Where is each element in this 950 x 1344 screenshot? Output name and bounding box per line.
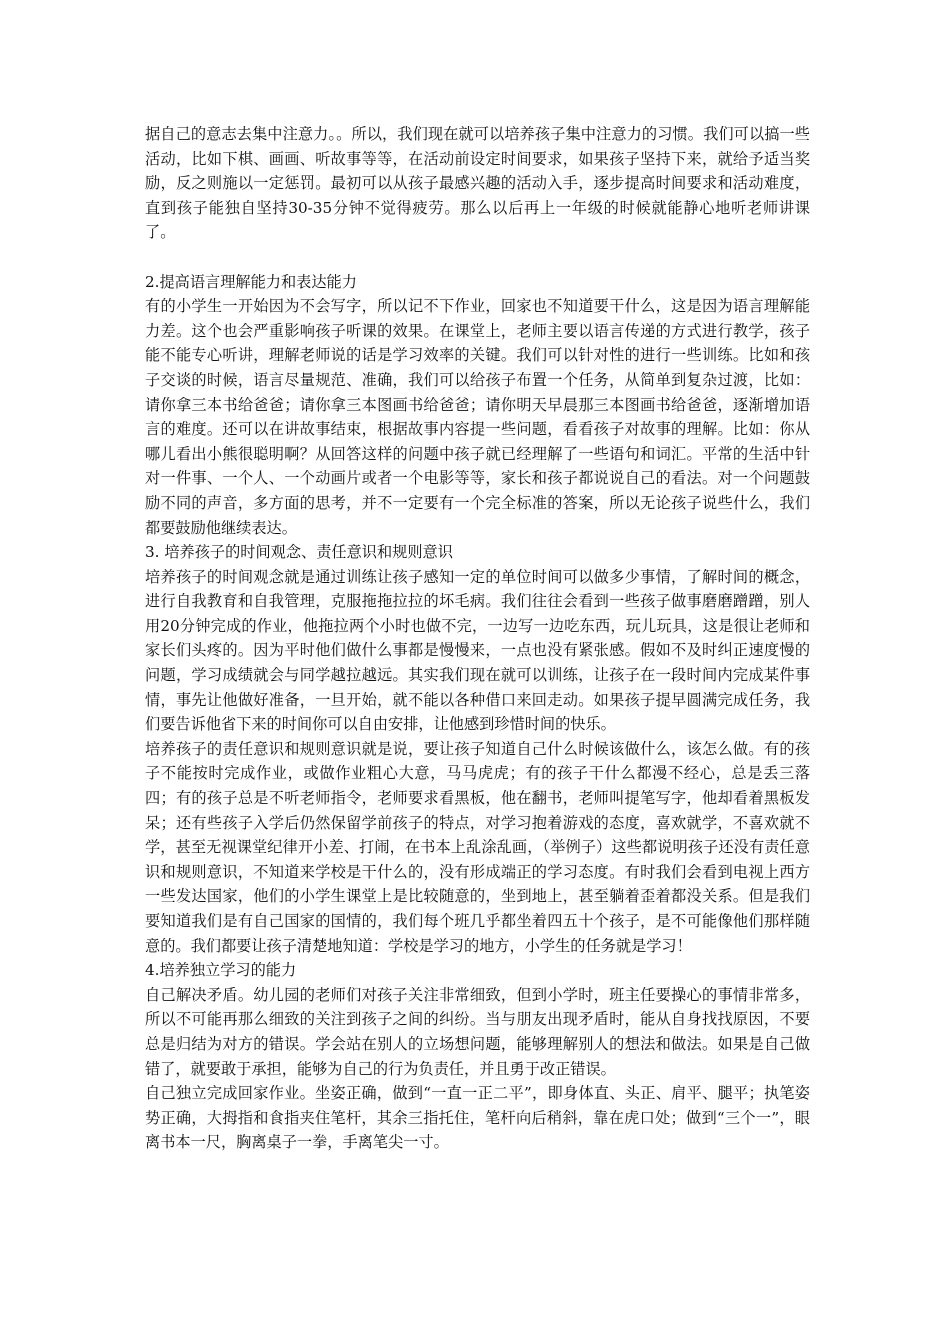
section-4-paragraph-homework: 自己独立完成回家作业。坐姿正确，做到“一直一正二平”，即身体直、头正、肩平、腿平；执笔姿势正确，大拇指和食指夹住笔杆，其余三指托住，笔杆向后稍斜，靠在虎口处；做到“三个一”，眼离书本一尺，胸离桌子一拳，手离笔尖一寸。 [145,1084,810,1152]
paragraph-spacer [145,245,810,270]
document-page [145,122,810,1155]
intro-paragraph: 据自己的意志去集中注意力。。所以，我们现在就可以培养孩子集中注意力的习惯。我们可以搞一些活动，比如下棋、画画、听故事等等，在活动前设定时间要求，如果孩子坚持下来，就给予适当奖励，反之则施以一定惩罚。最初可以从孩子最感兴趣的活动入手，逐步提高时间要求和活动难度，直到孩子能独自坚持30-35分钟不觉得疲劳。那么以后再上一年级的时候就能静心地听老师讲课了。 [145,125,810,242]
section-4-heading: 4.培养独立学习的能力 [145,961,297,980]
section-2-paragraph: 有的小学生一开始因为不会写字，所以记不下作业，回家也不知道要干什么，这是因为语言理解能力差。这个也会严重影响孩子听课的效果。在课堂上，老师主要以语言传递的方式进行教学，孩子能不能专心听讲，理解老师说的话是学习效率的关键。我们可以针对性的进行一些训练。比如和孩子交谈的时候，语言尽量规范、准确，我们可以给孩子布置一个任务，从简单到复杂过渡，比如：请你拿三本书给爸爸；请你拿三本图画书给爸爸；请你明天早晨那三本图画书给爸爸，逐渐增加语言的难度。还可以在讲故事结束，根据故事内容提一些问题，看看孩子对故事的理解。比如：你从哪儿看出小熊很聪明啊？从回答这样的问题中孩子就已经理解了一些语句和词汇。平常的生活中针对一件事、一个人、一个动画片或者一个电影等等，家长和孩子都说说自己的看法。对一个问题鼓励不同的声音，多方面的思考，并不一定要有一个完全标准的答案，所以无论孩子说些什么，我们都要鼓励他继续表达。 [145,297,810,537]
section-4-paragraph-conflicts: 自己解决矛盾。幼儿园的老师们对孩子关注非常细致，但到小学时，班主任要操心的事情非常多，所以不可能再那么细致的关注到孩子之间的纠纷。当与朋友出现矛盾时，能从自身找找原因，不要总是归结为对方的错误。学会站在别人的立场想问题，能够理解别人的想法和做法。如果是自己做错了，就要敢于承担，能够为自己的行为负责任，并且勇于改正错误。 [145,985,810,1078]
section-3-paragraph-time: 培养孩子的时间观念就是通过训练让孩子感知一定的单位时间可以做多少事情，了解时间的概念，进行自我教育和自我管理，克服拖拖拉拉的坏毛病。我们往往会看到一些孩子做事磨磨蹭蹭，别人用20分钟完成的作业，他拖拉两个小时也做不完，一边写一边吃东西，玩儿玩具，这是很让老师和家长们头疼的。因为平时他们做什么事都是慢慢来，一点也没有紧张感。假如不及时纠正速度慢的问题，学习成绩就会与同学越拉越远。其实我们现在就可以训练，让孩子在一段时间内完成某件事情，事先让他做好准备，一旦开始，就不能以各种借口来回走动。如果孩子提早圆满完成任务，我们要告诉他省下来的时间你可以自由安排，让他感到珍惜时间的快乐。 [145,567,810,734]
section-3-heading: 3. 培养孩子的时间观念、责任意识和规则意识 [145,543,453,562]
section-3-paragraph-responsibility: 培养孩子的责任意识和规则意识就是说，要让孩子知道自己什么时候该做什么，该怎么做。有的孩子不能按时完成作业，或做作业粗心大意，马马虎虎；有的孩子干什么都漫不经心，总是丢三落四；有的孩子总是不听老师指令，老师要求看黑板，他在翻书，老师叫提笔写字，他却看着黑板发呆；还有些孩子入学后仍然保留学前孩子的特点，对学习抱着游戏的态度，喜欢就学，不喜欢就不学，甚至无视课堂纪律开小差、打闹，在书本上乱涂乱画，（举例子）这些都说明孩子还没有责任意识和规则意识，不知道来学校是干什么的，没有形成端正的学习态度。有时我们会看到电视上西方一些发达国家，他们的小学生课堂上是比较随意的，坐到地上，甚至躺着歪着都没关系。但是我们要知道我们是有自己国家的国情的，我们每个班几乎都坐着四五十个孩子，是不可能像他们那样随意的。我们都要让孩子清楚地知道：学校是学习的地方，小学生的任务就是学习！ [145,739,810,955]
section-2-heading: 2.提高语言理解能力和表达能力 [145,272,357,291]
